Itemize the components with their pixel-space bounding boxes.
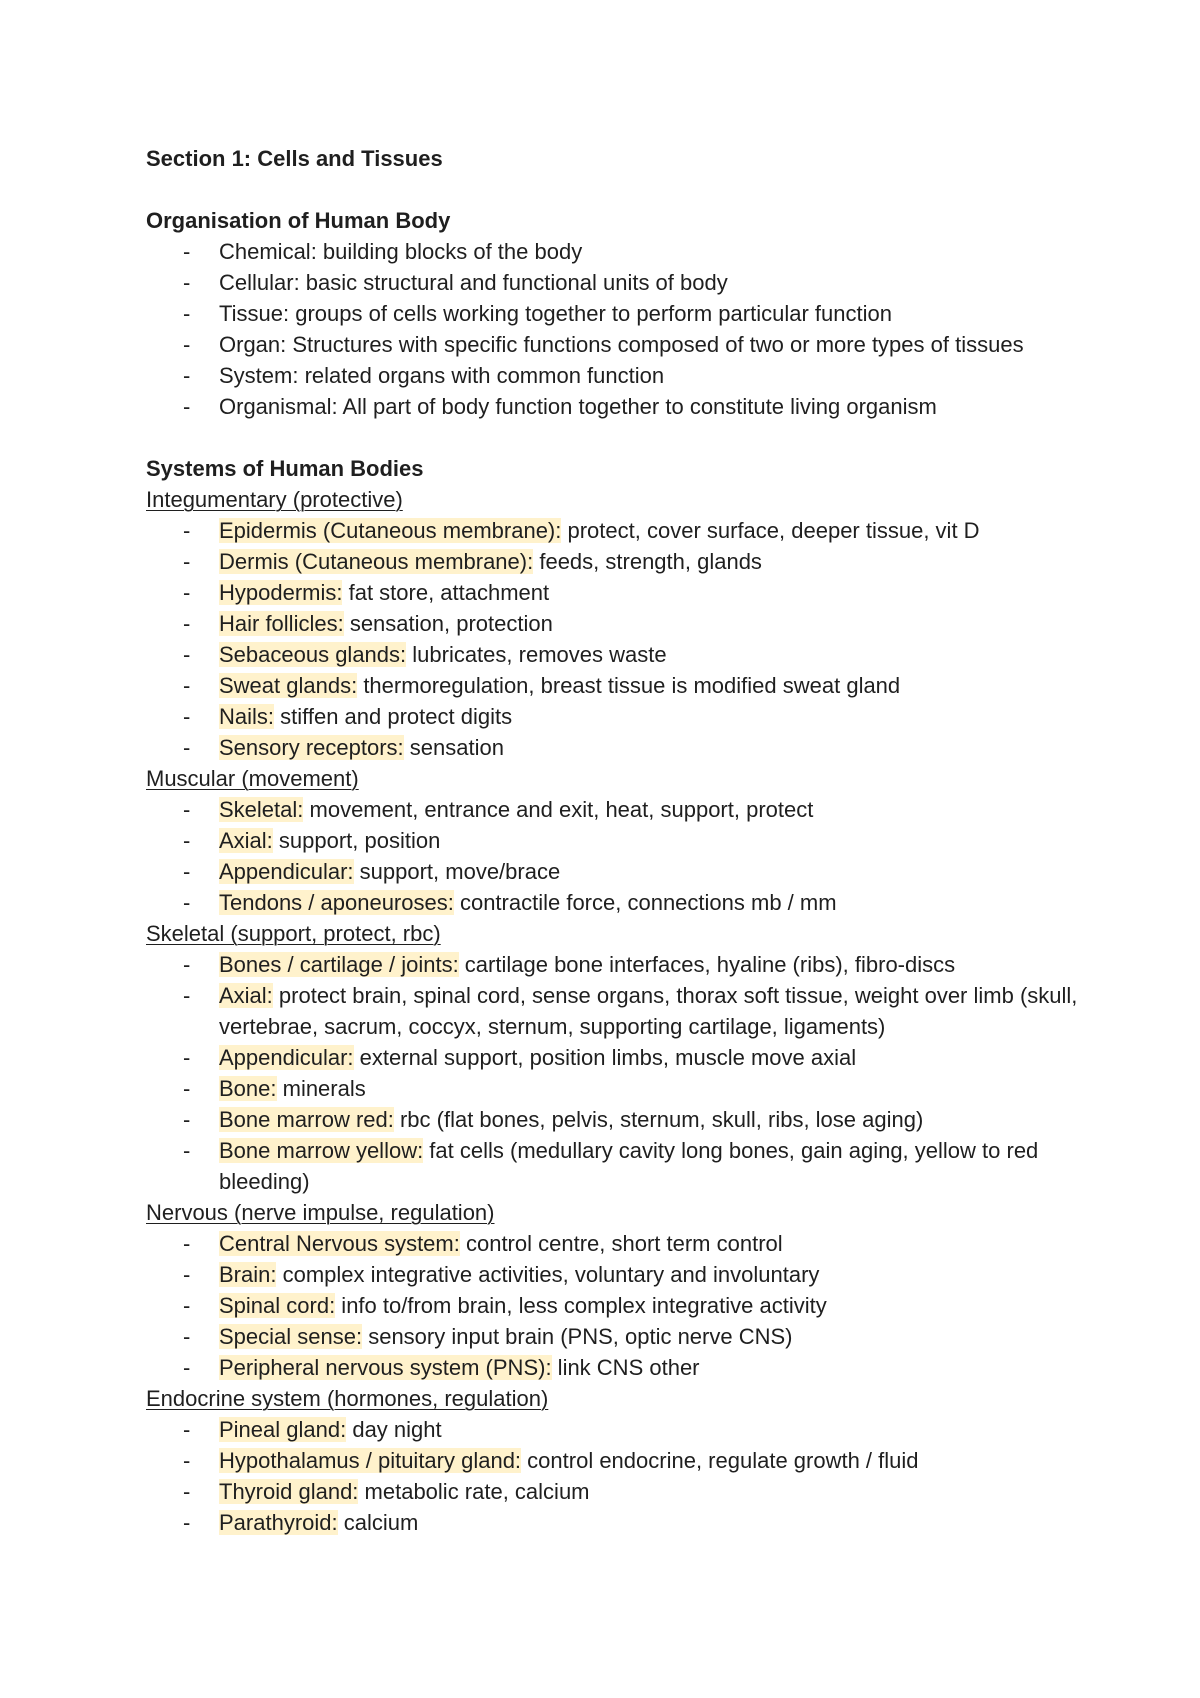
highlighted-term: Axial: — [219, 828, 273, 853]
bullet-dash-icon: - — [183, 828, 191, 853]
organisation-heading: Organisation of Human Body — [146, 208, 451, 233]
list-item — [146, 949, 1086, 980]
highlighted-term: Appendicular: — [219, 1045, 354, 1070]
list-item — [146, 236, 1086, 267]
item-text: System: related organs with common function — [219, 363, 665, 388]
list-item — [146, 670, 1086, 701]
item-description: support, position — [272, 828, 441, 853]
endocrine-list — [146, 1414, 1086, 1538]
list-item — [146, 515, 1086, 546]
bullet-dash-icon: - — [183, 797, 191, 822]
list-item — [146, 1290, 1086, 1321]
list-item — [146, 701, 1086, 732]
highlighted-term: Hypothalamus / pituitary gland: — [219, 1448, 522, 1473]
list-item — [146, 732, 1086, 763]
list-item — [146, 1042, 1086, 1073]
item-description: calcium — [337, 1510, 419, 1535]
item-description: control endocrine, regulate growth / fluid — [521, 1448, 919, 1473]
item-description: protect brain, spinal cord, sense organs, thorax soft tissue, weight over limb (skull, vertebrae, sacrum, coccyx, sternum, supporting cartilage, ligaments) — [219, 983, 1078, 1039]
list-item — [146, 608, 1086, 639]
item-description: external support, position limbs, muscle move axial — [353, 1045, 857, 1070]
item-description: link CNS other — [551, 1355, 700, 1380]
nervous-subheading: Nervous (nerve impulse, regulation) — [146, 1200, 495, 1225]
item-text: Tissue: groups of cells working together to perform particular function — [219, 301, 892, 326]
bullet-dash-icon: - — [183, 983, 191, 1008]
highlighted-term: Axial: — [219, 983, 273, 1008]
bullet-dash-icon: - — [183, 735, 191, 760]
integumentary-subheading: Integumentary (protective) — [146, 487, 403, 512]
item-description: sensation, protection — [343, 611, 553, 636]
highlighted-term: Epidermis (Cutaneous membrane): — [219, 518, 562, 543]
bullet-dash-icon: - — [183, 1293, 191, 1318]
item-text: Chemical: building blocks of the body — [219, 239, 583, 264]
bullet-dash-icon: - — [183, 239, 191, 264]
list-item — [146, 1104, 1086, 1135]
list-item — [146, 1414, 1086, 1445]
bullet-dash-icon: - — [183, 1417, 191, 1442]
bullet-dash-icon: - — [183, 1138, 191, 1163]
highlighted-term: Bone marrow yellow: — [219, 1138, 424, 1163]
highlighted-term: Pineal gland: — [219, 1417, 347, 1442]
list-item — [146, 267, 1086, 298]
bullet-dash-icon: - — [183, 1045, 191, 1070]
bullet-dash-icon: - — [183, 549, 191, 574]
bullet-dash-icon: - — [183, 394, 191, 419]
list-item — [146, 825, 1086, 856]
item-description: metabolic rate, calcium — [358, 1479, 590, 1504]
highlighted-term: Hypodermis: — [219, 580, 343, 605]
item-description: feeds, strength, glands — [533, 549, 762, 574]
highlighted-term: Brain: — [219, 1262, 277, 1287]
muscular-list — [146, 794, 1086, 918]
highlighted-term: Sebaceous glands: — [219, 642, 407, 667]
bullet-dash-icon: - — [183, 859, 191, 884]
highlighted-term: Parathyroid: — [219, 1510, 338, 1535]
item-description: info to/from brain, less complex integrative activity — [335, 1293, 827, 1318]
item-description: protect, cover surface, deeper tissue, vit D — [561, 518, 980, 543]
bullet-dash-icon: - — [183, 332, 191, 357]
item-description: stiffen and protect digits — [274, 704, 513, 729]
item-description: movement, entrance and exit, heat, support, protect — [303, 797, 814, 822]
nervous-list — [146, 1228, 1086, 1383]
highlighted-term: Bones / cartilage / joints: — [219, 952, 459, 977]
highlighted-term: Peripheral nervous system (PNS): — [219, 1355, 552, 1380]
document-page — [146, 143, 1086, 1538]
item-text: Organismal: All part of body function together to constitute living organism — [219, 394, 937, 419]
muscular-subheading: Muscular (movement) — [146, 766, 359, 791]
bullet-dash-icon: - — [183, 518, 191, 543]
systems-heading: Systems of Human Bodies — [146, 456, 424, 481]
item-description: day night — [346, 1417, 442, 1442]
item-description: fat store, attachment — [342, 580, 550, 605]
bullet-dash-icon: - — [183, 952, 191, 977]
bullet-dash-icon: - — [183, 1107, 191, 1132]
list-item — [146, 1228, 1086, 1259]
list-item — [146, 298, 1086, 329]
integumentary-list — [146, 515, 1086, 763]
highlighted-term: Sensory receptors: — [219, 735, 404, 760]
list-item — [146, 639, 1086, 670]
item-description: thermoregulation, breast tissue is modified sweat gland — [357, 673, 901, 698]
item-description: control centre, short term control — [459, 1231, 783, 1256]
bullet-dash-icon: - — [183, 704, 191, 729]
list-item — [146, 1259, 1086, 1290]
bullet-dash-icon: - — [183, 363, 191, 388]
endocrine-subheading: Endocrine system (hormones, regulation) — [146, 1386, 549, 1411]
highlighted-term: Dermis (Cutaneous membrane): — [219, 549, 534, 574]
highlighted-term: Bone: — [219, 1076, 277, 1101]
item-text: Organ: Structures with specific functions composed of two or more types of tissues — [219, 332, 1024, 357]
list-item — [146, 329, 1086, 360]
list-item — [146, 856, 1086, 887]
list-item — [146, 360, 1086, 391]
item-description: support, move/brace — [353, 859, 561, 884]
bullet-dash-icon: - — [183, 1448, 191, 1473]
list-item — [146, 546, 1086, 577]
list-item — [146, 391, 1086, 422]
highlighted-term: Hair follicles: — [219, 611, 344, 636]
list-item — [146, 1135, 1086, 1197]
organisation-list — [146, 236, 1086, 422]
item-description: rbc (flat bones, pelvis, sternum, skull, ribs, lose aging) — [393, 1107, 924, 1132]
item-description: sensory input brain (PNS, optic nerve CNS) — [362, 1324, 793, 1349]
bullet-dash-icon: - — [183, 1231, 191, 1256]
highlighted-term: Sweat glands: — [219, 673, 358, 698]
list-item — [146, 1352, 1086, 1383]
item-description: fat cells (medullary cavity long bones, gain aging, yellow to red bleeding) — [219, 1138, 1039, 1194]
highlighted-term: Thyroid gland: — [219, 1479, 359, 1504]
bullet-dash-icon: - — [183, 1076, 191, 1101]
bullet-dash-icon: - — [183, 1510, 191, 1535]
bullet-dash-icon: - — [183, 580, 191, 605]
highlighted-term: Tendons / aponeuroses: — [219, 890, 454, 915]
list-item — [146, 887, 1086, 918]
list-item — [146, 1073, 1086, 1104]
section-title: Section 1: Cells and Tissues — [146, 146, 443, 171]
bullet-dash-icon: - — [183, 890, 191, 915]
list-item — [146, 980, 1086, 1042]
list-item — [146, 1476, 1086, 1507]
item-description: sensation — [403, 735, 504, 760]
highlighted-term: Nails: — [219, 704, 275, 729]
highlighted-term: Bone marrow red: — [219, 1107, 394, 1132]
highlighted-term: Appendicular: — [219, 859, 354, 884]
spacer — [146, 174, 1086, 205]
item-text: Cellular: basic structural and functional units of body — [219, 270, 728, 295]
bullet-dash-icon: - — [183, 270, 191, 295]
bullet-dash-icon: - — [183, 1324, 191, 1349]
list-item — [146, 1507, 1086, 1538]
highlighted-term: Skeletal: — [219, 797, 304, 822]
list-item — [146, 577, 1086, 608]
item-description: complex integrative activities, voluntary and involuntary — [276, 1262, 820, 1287]
bullet-dash-icon: - — [183, 1479, 191, 1504]
bullet-dash-icon: - — [183, 642, 191, 667]
list-item — [146, 794, 1086, 825]
spacer — [146, 422, 1086, 453]
list-item — [146, 1321, 1086, 1352]
bullet-dash-icon: - — [183, 301, 191, 326]
bullet-dash-icon: - — [183, 611, 191, 636]
bullet-dash-icon: - — [183, 673, 191, 698]
list-item — [146, 1445, 1086, 1476]
skeletal-list — [146, 949, 1086, 1197]
item-description: cartilage bone interfaces, hyaline (ribs), fibro-discs — [458, 952, 956, 977]
item-description: minerals — [276, 1076, 366, 1101]
highlighted-term: Special sense: — [219, 1324, 363, 1349]
highlighted-term: Central Nervous system: — [219, 1231, 460, 1256]
highlighted-term: Spinal cord: — [219, 1293, 336, 1318]
item-description: lubricates, removes waste — [406, 642, 667, 667]
skeletal-subheading: Skeletal (support, protect, rbc) — [146, 921, 441, 946]
bullet-dash-icon: - — [183, 1262, 191, 1287]
bullet-dash-icon: - — [183, 1355, 191, 1380]
item-description: contractile force, connections mb / mm — [453, 890, 837, 915]
